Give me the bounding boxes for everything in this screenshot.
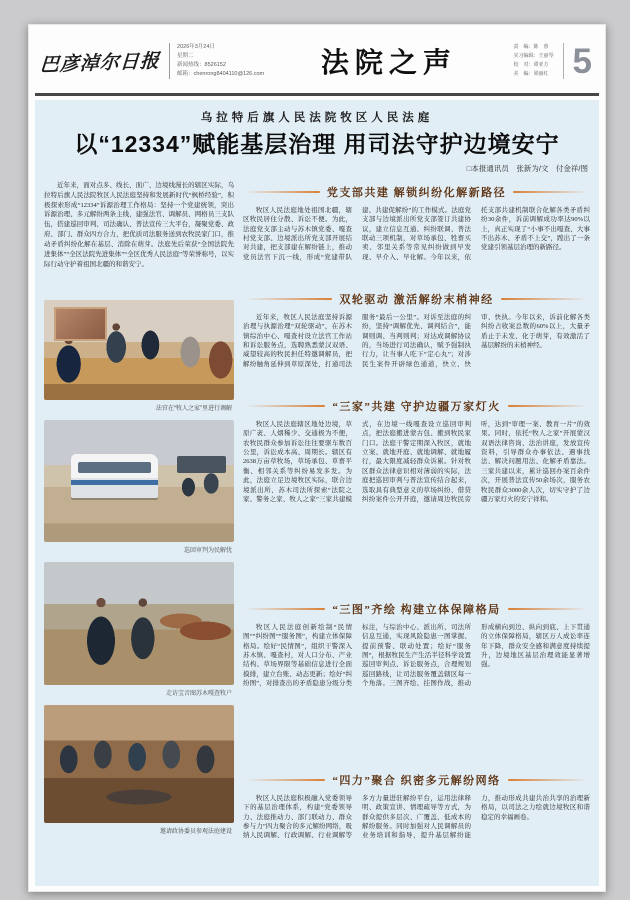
- wall-picture-graphic: [54, 307, 107, 341]
- article-columns: [44, 181, 590, 880]
- canopy-graphic: [177, 456, 226, 473]
- header-line-right: [501, 298, 588, 300]
- section-title: “四力”聚合 织密多元解纷网络: [332, 774, 501, 787]
- section-header: [245, 601, 588, 617]
- section-title: 双轮驱动 激活解纷末梢神经: [339, 293, 494, 306]
- photo-caption: 邀请政协委员参观法庭建设: [159, 828, 232, 835]
- header-line-left: [245, 405, 325, 407]
- header-line-right: [513, 191, 588, 193]
- article-headline: 以“12334”赋能基层治理 用司法守护边境安宁: [74, 131, 560, 157]
- header-line-left: [245, 191, 320, 193]
- section-three-homes: [243, 398, 590, 596]
- newspaper-masthead: 巴彦淖尔日报: [39, 49, 161, 76]
- section-four-forces: [243, 772, 590, 886]
- right-column: [243, 181, 590, 880]
- credit-line: 校 对：谭亚方: [513, 62, 549, 68]
- page-number: 5: [572, 41, 592, 81]
- section-title: “三图”齐绘 构建立体保障格局: [332, 603, 501, 616]
- article-byline: □本报通讯员 张新为/文 付金祥/图: [466, 163, 588, 173]
- section-title: “三家”共建 守护边疆万家灯火: [332, 400, 501, 413]
- photo-herders-visit: [44, 562, 234, 685]
- section-body: 近年来，牧区人民法庭坚持诉源治理与执源治理“双轮驱动”，在苏木镇综治中心、嘎查村设立法官工作站和诉讼服务点，选聘熟悉蒙汉双语、威望较高的牧民担任特邀调解员，把解纷触角延伸到草原深处，打通司法服务“最后一公里”。对诉至法庭的纠纷，坚持“调解优先、调判结合”，能调则调、当判则判；对达成调解协议的，当场进行司法确认，赋予强制执行力，让当事人吃下“定心丸”；对涉民生案件开辟绿色通道，快立、快审、快执。今年以来，诉前化解各类纠纷占收案总数的60%以上，大量矛盾止于未发、化于萌芽，有效激活了基层解纷的末梢神经。: [243, 313, 590, 368]
- section-body: 牧区人民法庭创新绘制“民情图”“纠纷图”“服务图”，构建立体保障格局。绘好“民情图”，组织干警深入苏木镇、嘎查村，对人口分布、产业结构、草场界限等基础信息进行全面摸排，建立台账、动态更新；绘好“纠纷图”，对排查出的矛盾隐患分级分类标注，与综治中心、派出所、司法所信息互通，实现风险隐患一图掌握、提前预警、联动处置；绘好“服务图”，根据牧民生产生活半径科学设置巡回审判点、诉讼服务点，合理规划巡回路线，让司法服务覆盖辖区每一个角落。三图齐绘、挂图作战，推动形成横向到边、纵向到底、上下贯通的立体保障格局，辖区万人成讼率连年下降，群众安全感和满意度持续提升，边境地区基层治理效能显著增强。: [243, 623, 590, 688]
- photo-caption: 巡回审判为民解忧: [183, 547, 232, 554]
- editor-credits: [514, 43, 564, 79]
- section-party-branch: [243, 184, 590, 286]
- date-info-block: [169, 43, 264, 79]
- section-body: 牧区人民法庭辖区地处边境，草原广袤、人烟稀少、交通极为不便，农牧民群众参加诉讼往往要驱车数百公里，诉讼成本高、周期长。辖区有2638万亩草牧场，草场承包、草畜平衡、相邻关系等纠纷易发多发。为此，法庭立足边境牧区实际，联合边境派出所、苏木司法所探索“法院之家、警务之家、牧人之家”三家共建模式，在边境一线嘎查设立巡回审判点，把法庭搬进蒙古包、搬到牧民家门口。法庭干警定期深入牧区，就地立案、就地开庭、就地调解、就地履行，最大限度减轻群众诉累。针对牧区群众法律意识相对薄弱的实际，法庭把巡回审判与普法宣传结合起来，选取具有典型意义的草场纠纷、借贷纠纷案件公开开庭，邀请周边牧民旁听，达到“审理一案、教育一片”的效果。同时，依托“牧人之家”开展蒙汉双语法律咨询、法治讲座，发放宣传资料，引导群众办事依法、遇事找法、解决问题用法、化解矛盾靠法。三家共建以来，累计巡回办案百余件次，开展普法宣传50余场次，服务农牧民群众3000余人次，切实守护了边疆万家灯火的安宁祥和。: [243, 420, 590, 504]
- photo-mediation-indoor: [44, 300, 234, 400]
- photo-circuit-court-van: [44, 420, 234, 542]
- header-line-right: [508, 608, 588, 610]
- header-line-left: [245, 779, 325, 781]
- date-line: 2026年3月24日: [177, 43, 215, 50]
- section-banner-title: 法院之声: [320, 47, 457, 78]
- left-column: [44, 181, 234, 880]
- hotline-line: 新闻热线：8526152: [177, 62, 226, 68]
- section-dual-drive: [243, 291, 590, 393]
- police-van-graphic: [71, 454, 158, 498]
- article-panel: [35, 100, 599, 886]
- credit-line: 实习编辑：王丽琴: [513, 53, 554, 59]
- header-line-right: [508, 405, 588, 407]
- header-line-right: [508, 779, 588, 781]
- section-body: 牧区人民法庭地处祖国北疆，辖区牧民居住分散、诉讼不便。为此，法庭党支部主动与苏木镇党委、嘎查村党支部、边境派出所党支部开展结对共建，把支部建在解纷链上，推动党员法官下沉一线，形成“党建带队建、共建促解纷”的工作模式。法庭党支部与边境派出所党支部签订共建协议，建立信息互通、纠纷联调、普法联动三项机制，对草场承包、牲畜买卖、邻里关系等常见纠纷做到早发现、早介入、早化解。今年以来，依托支部共建机制联合化解各类矛盾纠纷30余件，诉前调解成功率达90%以上，真正实现了“小事不出嘎查、大事不出苏木、矛盾不上交”，蹚出了一条党建引领基层治理的新路径。: [243, 206, 590, 261]
- header-line-left: [245, 608, 325, 610]
- photo-caption: 走访宝音图苏木嘎查牧户: [165, 690, 232, 697]
- lede-paragraph: 近年来，面对点多、线长、面广、边境线漫长的辖区实际，乌拉特后旗人民法院牧区人民法庭坚持和发展新时代“枫桥经验”，积极探索形成“12334”诉源治理工作格局：坚持一个党建统领，突出诉源治理、多元解纷两条主线，建强法官、调解员、网格员三支队伍，搭建巡回审判、司法确认、普法宣传三大平台，凝聚党委、政府、部门、群众四方合力，把优质司法服务送到农牧民家门口，推动矛盾纠纷化解在基层、消除在萌芽。法庭先后荣获“全国法院先进集体”“全区法院先进集体”“全区优秀人民法庭”等荣誉称号，以实际行动守护着祖国北疆的和谐安宁。: [44, 181, 234, 268]
- header-line-left: [245, 298, 332, 300]
- section-header: [245, 291, 588, 307]
- section-three-maps: [243, 601, 590, 767]
- weekday-line: 星期二: [177, 52, 194, 59]
- header-rule: [35, 93, 599, 96]
- section-header: [245, 772, 588, 788]
- article-kicker: 乌拉特后旗人民法院牧区人民法庭: [200, 112, 434, 124]
- credit-line: 责 编：陈 蓉: [513, 44, 549, 50]
- section-title: 党支部共建 解锁纠纷化解新路径: [326, 186, 507, 199]
- email-line: 邮箱：chenrong8404110@126.com: [177, 71, 265, 78]
- section-header: [245, 398, 588, 414]
- section-header: [245, 184, 588, 200]
- page-header: [28, 24, 606, 91]
- section-body: 牧区人民法庭积极融入党委领导下的基层治理体系，构建“党委领导力、法庭推动力、部门联动力、群众参与力”四力聚合的多元解纷网络，吸纳人民调解、行政调解、行业调解等多方力量进驻解纷平台，运用法律释明、政策宣讲、情理疏导等方式，为群众提供多层次、广覆盖、低成本的解纷服务。同时加强对人民调解员的业务培训和指导，提升基层解纷能力，推动形成共建共治共享的治理新格局，以司法之力绘就边境牧区和谐稳定的幸福画卷。: [243, 794, 590, 840]
- newspaper-page: [28, 24, 606, 892]
- photo-court-tour: [44, 705, 234, 823]
- credit-line: 美 编：梁丽红: [513, 71, 549, 77]
- photo-caption: 法官在“牧人之家”里进行调解: [156, 405, 232, 412]
